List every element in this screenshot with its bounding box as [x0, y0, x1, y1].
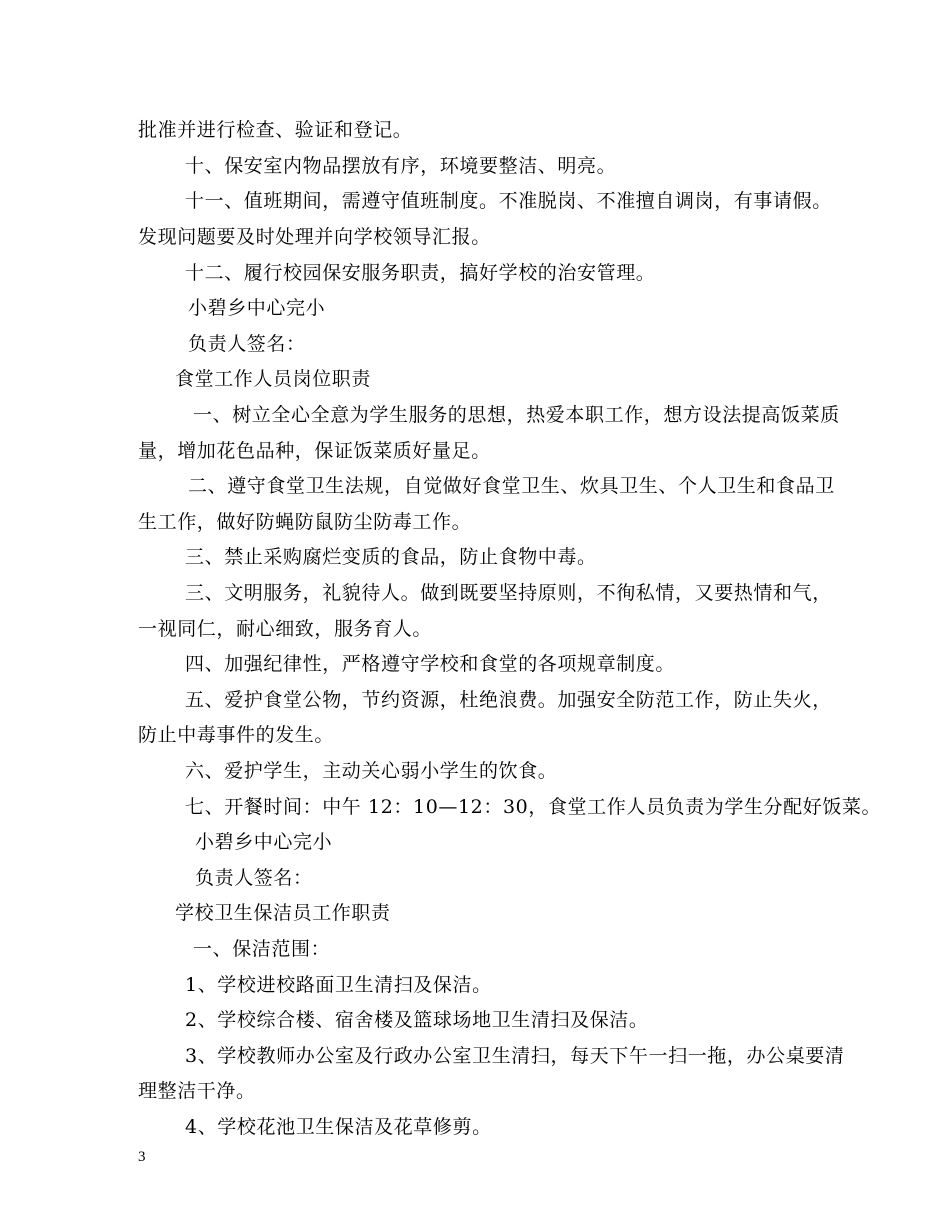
text-line: 量，增加花色品种，保证饭菜质好量足。: [138, 440, 491, 462]
text-line: 六、爱护学生，主动关心弱小学生的饮食。: [185, 760, 558, 782]
text-line: 防止中毒事件的发生。: [138, 724, 335, 746]
text-line: 二、遵守食堂卫生法规，自觉做好食堂卫生、炊具卫生、个人卫生和食品卫: [188, 475, 835, 497]
signature-label: 负责人签名：: [195, 867, 313, 889]
list-item: 4、学校花池卫生保洁及花草修剪。: [185, 1116, 492, 1138]
text-line: 五、爱护食堂公物，节约资源，杜绝浪费。加强安全防范工作，防止失火，: [185, 689, 832, 711]
text-line: 批准并进行检查、验证和登记。: [138, 119, 413, 141]
signature-label: 负责人签名：: [188, 333, 306, 355]
school-name: 小碧乡中心完小: [195, 831, 333, 853]
list-item: 3、学校教师办公室及行政办公室卫生清扫，每天下午一扫一拖，办公桌要清: [185, 1045, 845, 1067]
section-title: 食堂工作人员岗位职责: [175, 368, 372, 390]
list-item: 1、学校进校路面卫生清扫及保洁。: [185, 974, 492, 996]
text-line: 四、加强纪律性，严格遵守学校和食堂的各项规章制度。: [185, 653, 676, 675]
text-line: 生工作，做好防蝇防鼠防尘防毒工作。: [138, 511, 472, 533]
text-line: 一、树立全心全意为学生服务的思想，热爱本职工作，想方设法提高饭菜质: [193, 404, 840, 426]
section-title: 学校卫生保洁员工作职责: [175, 902, 391, 924]
text-line: 发现问题要及时处理并向学校领导汇报。: [138, 226, 491, 248]
page-number: 3: [138, 1149, 146, 1165]
text-line: 十二、履行校园保安服务职责，搞好学校的治安管理。: [185, 262, 656, 284]
list-item: 2、学校综合楼、宿舍楼及篮球场地卫生清扫及保洁。: [185, 1009, 649, 1031]
text-line: 一视同仁，耐心细致，服务育人。: [138, 618, 433, 640]
text-line: 十一、值班期间，需遵守值班制度。不准脱岗、不准擅自调岗，有事请假。: [185, 190, 832, 212]
text-line: 三、禁止采购腐烂变质的食品，防止食物中毒。: [185, 546, 597, 568]
school-name: 小碧乡中心完小: [188, 297, 326, 319]
text-line: 十、保安室内物品摆放有序，环境要整洁、明亮。: [185, 155, 617, 177]
text-line: 一、保洁范围：: [193, 938, 331, 960]
text-line: 七、开餐时间：中午 12：10—12：30，食堂工作人员负责为学生分配好饭菜。: [185, 796, 882, 818]
text-line: 三、文明服务，礼貌待人。做到既要坚持原则，不徇私情，又要热情和气，: [185, 582, 832, 604]
text-line: 理整洁干净。: [138, 1080, 256, 1102]
